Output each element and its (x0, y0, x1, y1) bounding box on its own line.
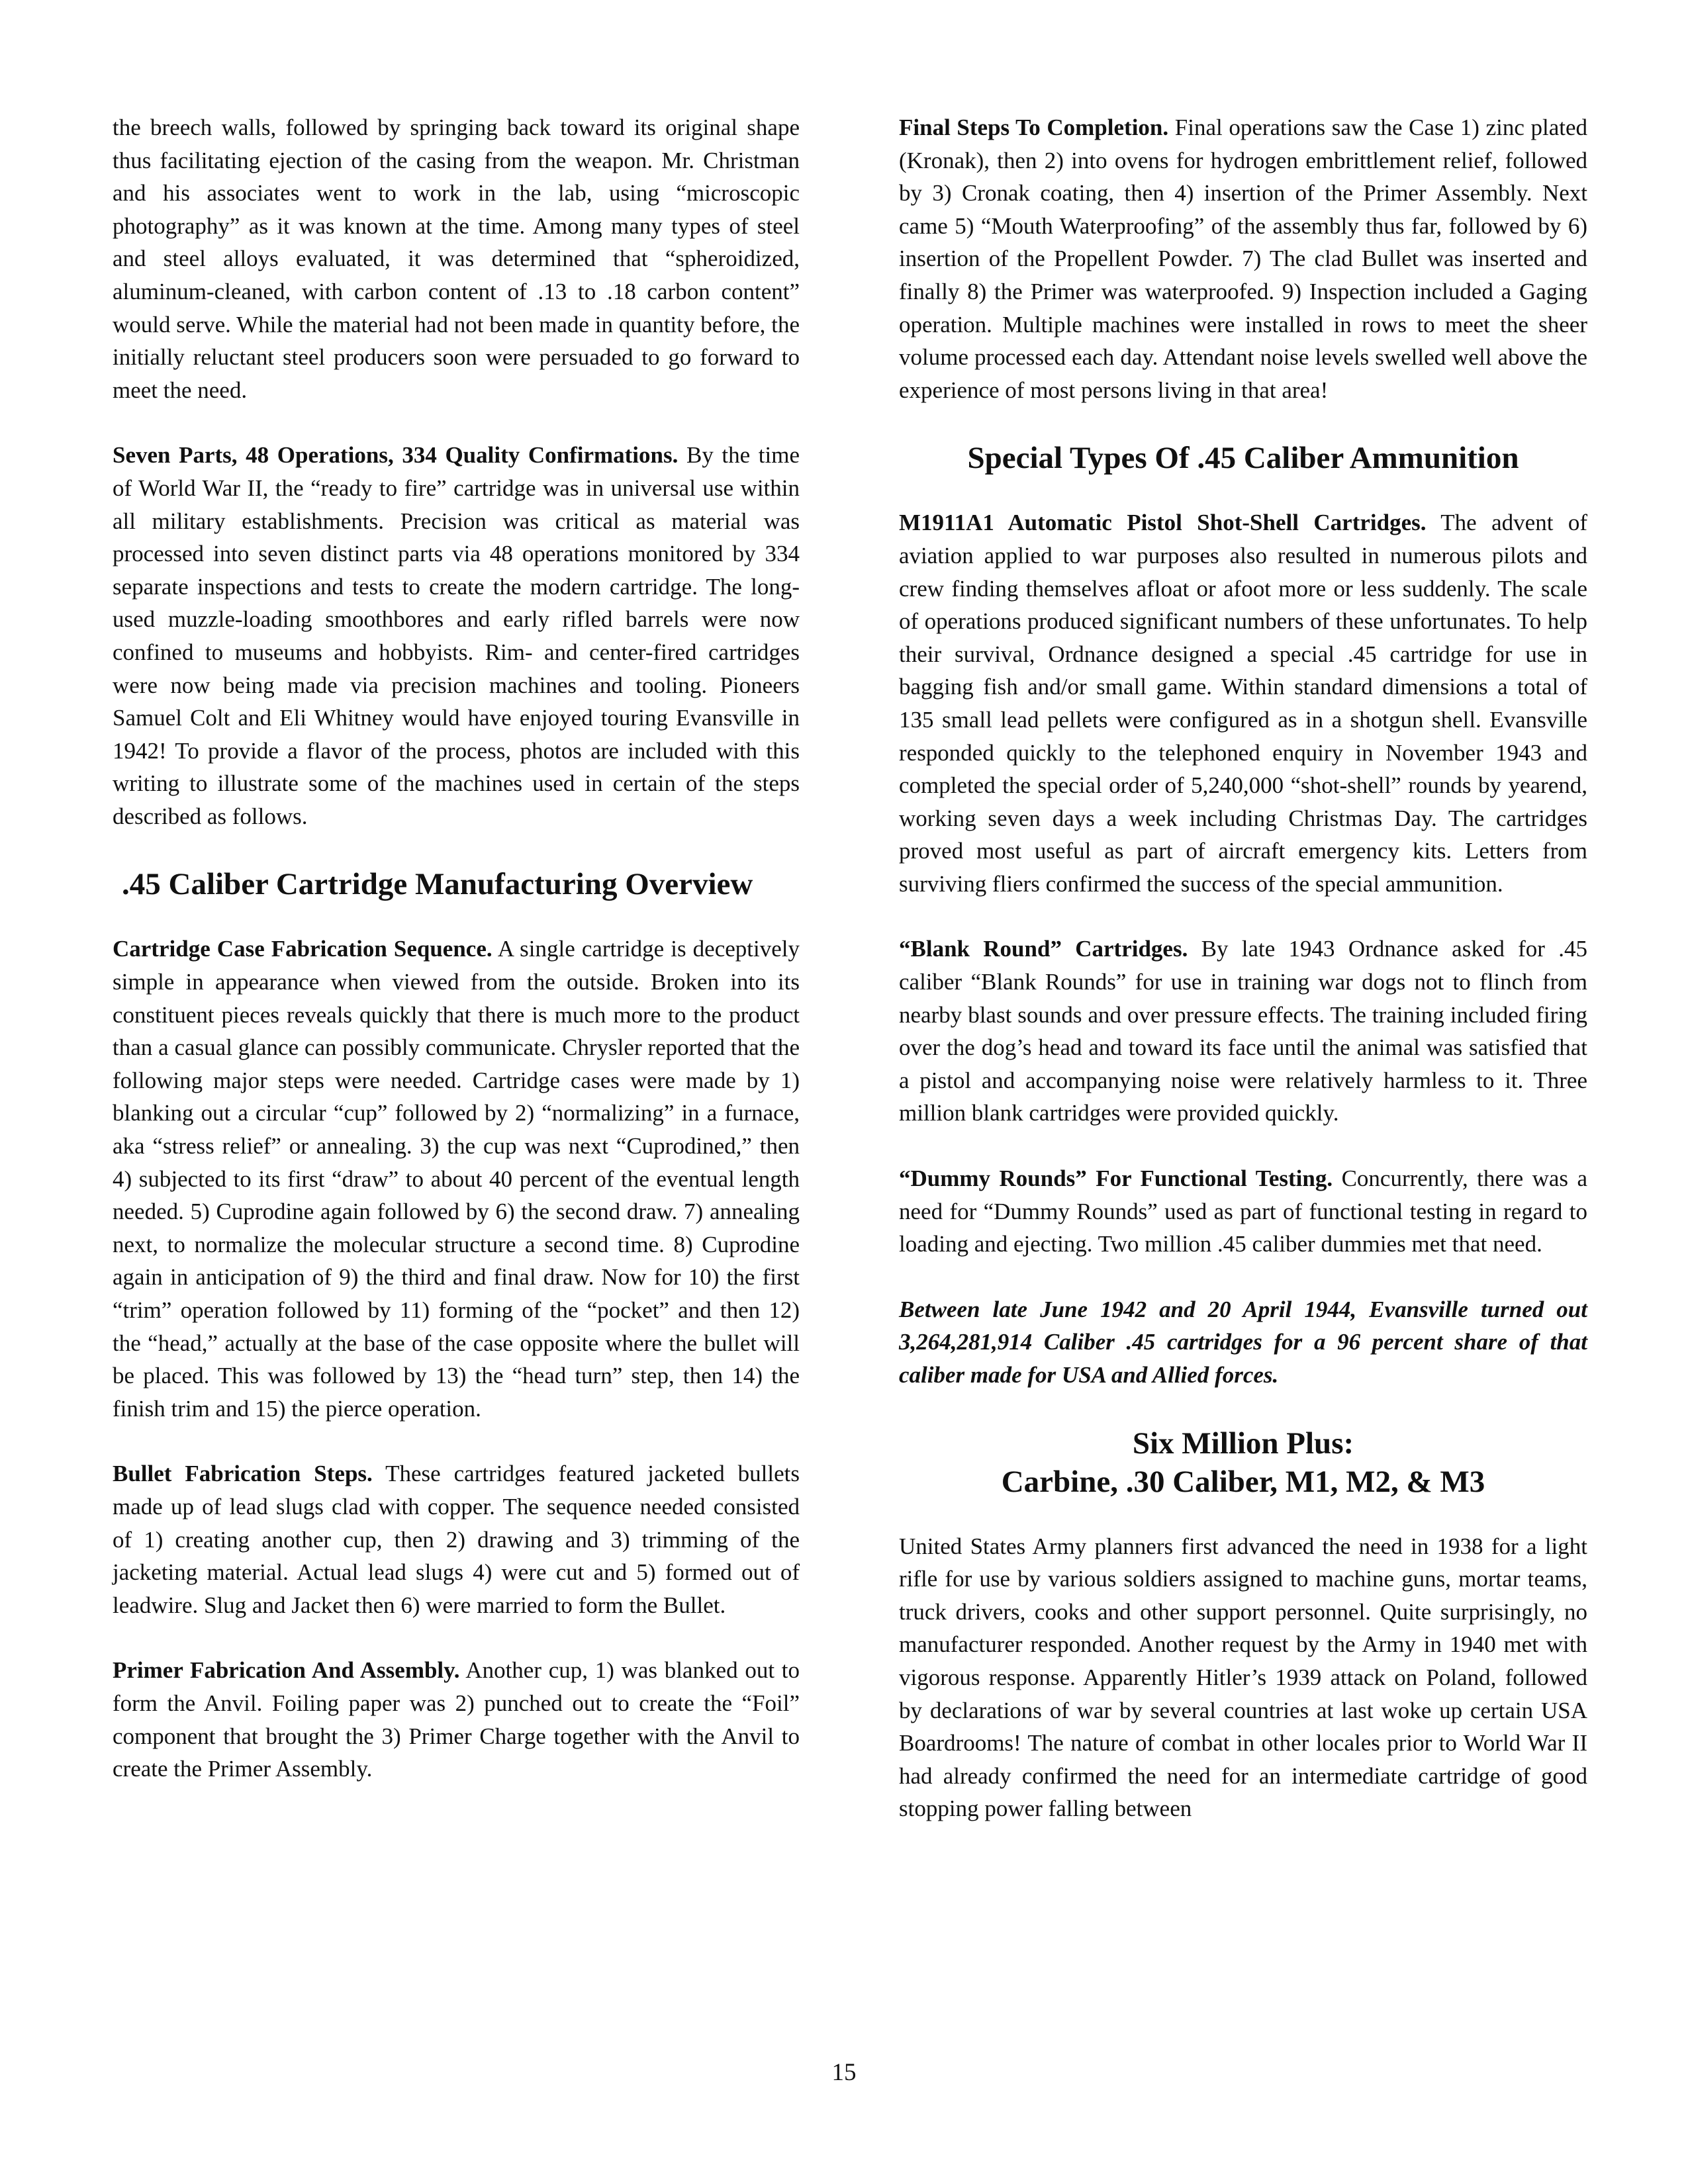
paragraph-shot-shell (899, 506, 1587, 900)
run-in-heading: Seven Parts, 48 Operations, 334 Quality Confirmations. (113, 442, 679, 469)
paragraph-body: By the time of World War II, the “ready to fire” cartridge was in universal use within all military establishments. Precision was critical as material was processed into seven distinct parts via 48 operations monitored by 334 separate inspections and tests to create the modern cartridge. The long-used muzzle-loading smoothbores and early rifled barrels were now confined to museums and hobbyists. Rim- and center-fired cartridges were now being made via precision machines and tooling. Pioneers Samuel Colt and Eli Whitney would have enjoyed touring Evansville in 1942! To provide a flavor of the process, photos are included with this writing to illustrate some of the machines used in certain of the steps described as follows. (113, 442, 800, 829)
run-in-heading: Final Steps To Completion. (899, 114, 1169, 140)
paragraph-breech-walls: the breech walls, followed by springing back toward its original shape thus facilitating ejection of the casing from the weapon. Mr. Christman and his associates went to work in the lab, using “microscopic photography” as it was known at the time. Among many types of steel and steel alloys evaluated, it was determined that “spheroidized, aluminum-cleaned, with carbon content of .13 to .18 carbon content” would serve. While the material had not been made in quantity before, the initially reluctant steel producers soon were persuaded to go forward to meet the need. (113, 114, 800, 403)
page-number: 15 (831, 2059, 857, 2086)
paragraph-body: The advent of aviation applied to war purposes also resulted in numerous pilots and crew finding themselves afloat or afoot more or less suddenly. The scale of operations produced significant numbers of these unfortunates. To help their survival, Ordnance designed a special .45 cartridge for use in bagging fish and/or small game. Within standard dimensions a total of 135 small lead pellets were configured as in a shotgun shell. Evansville responded quickly to the telephoned enquiry in November 1943 and completed the special order of 5,240,000 “shot-shell” rounds by yearend, working seven days a week including Christmas Day. The cartridges proved most useful as part of aircraft emergency kits. Letters from surviving fliers confirmed the success of the special ammunition. (899, 510, 1587, 897)
run-in-heading: M1911A1 Automatic Pistol Shot-Shell Cartridges. (899, 510, 1427, 536)
paragraph-body: Concurrently, there was a need for “Dummy Rounds” used as part of functional testing in regard to loading and ejecting. Two million .45 caliber dummies met that need. (899, 1165, 1587, 1257)
paragraph-body: These cartridges featured jacketed bullets made up of lead slugs clad with copper. The sequence needed consisted of 1) creating another cup, then 2) drawing and 3) trimming of the jacketing material. Actual lead slugs 4) were cut and 5) formed out of leadwire. Slug and Jacket then 6) were married to form the Bullet. (113, 1461, 800, 1618)
run-in-heading: “Dummy Rounds” For Functional Testing. (899, 1165, 1333, 1192)
run-in-heading: Cartridge Case Fabrication Sequence. (113, 936, 492, 962)
paragraph-case-fabrication (113, 933, 800, 1425)
run-in-heading: Primer Fabrication And Assembly. (113, 1657, 460, 1684)
paragraph-body: Another cup, 1) was blanked out to form the Anvil. Foiling paper was 2) punched out to create the “Foil” component that brought the 3) Primer Charge together with the Anvil to create the Primer Assembly. (113, 1657, 800, 1782)
run-in-heading: Bullet Fabrication Steps. (113, 1461, 373, 1487)
paragraph-body: By late 1943 Ordnance asked for .45 caliber “Blank Rounds” for use in training war dogs not to flinch from nearby blast sounds and over pressure effects. The training included firing over the dog’s head and toward its face until the animal was satisfied that a pistol and accompanying noise were relatively harmless to it. Three million blank cartridges were provided quickly. (899, 936, 1587, 1126)
paragraph-seven-parts (113, 439, 800, 833)
left-column (113, 111, 800, 1818)
section-heading-six-million (899, 1424, 1587, 1501)
paragraph-final-steps (899, 111, 1587, 406)
closing-statement: Between late June 1942 and 20 April 1944, Evansville turned out 3,264,281,914 Caliber .45 cartridges for a 96 percent share of that caliber made for USA and Allied forces. (899, 1296, 1587, 1388)
section-heading-special-types: Special Types Of .45 Caliber Ammunition (967, 441, 1519, 476)
run-in-heading: “Blank Round” Cartridges. (899, 936, 1188, 962)
paragraph-blank-round (899, 933, 1587, 1130)
paragraph-body: A single cartridge is deceptively simple in appearance when viewed from the outside. Broken into its constituent pieces reveals quickly that there is much more to the product than a casual glance can possibly communicate. Chrysler reported that the following major steps were needed. Cartridge cases were made by 1) blanking out a circular “cup” followed by 2) “normalizing” in a furnace, aka “stress relief” or annealing. 3) the cup was next “Cuprodined,” then 4) subjected to its first “draw” to about 40 percent of the eventual length needed. 5) Cuprodine again followed by 6) the second draw. 7) annealing next, to normalize the molecular structure a second time. 8) Cuprodine again in anticipation of 9) the third and final draw. Now for 10) the first “trim” operation followed by 11) forming of the “pocket” and then 12) the “head,” actually at the base of the case opposite where the bullet will be placed. This was followed by 13) the “head turn” step, then 14) the finish trim and 15) the pierce operation. (113, 936, 800, 1422)
right-column (899, 111, 1587, 1858)
paragraph-body: Final operations saw the Case 1) zinc plated (Kronak), then 2) into ovens for hydrogen embrittlement relief, followed by 3) Cronak coating, then 4) insertion of the Primer Assembly. Next came 5) “Mouth Waterproofing” of the assembly thus far, followed by 6) insertion of the Propellent Powder. 7) The clad Bullet was inserted and finally 8) the Primer was waterproofed. 9) Inspection included a Gaging operation. Multiple machines were installed in rows to meet the sheer volume processed each day. Attendant noise levels swelled well above the experience of most persons living in that area! (899, 114, 1587, 403)
paragraph-dummy-rounds (899, 1162, 1587, 1261)
paragraph-bullet-fabrication (113, 1457, 800, 1621)
section-heading-manufacturing-overview: .45 Caliber Cartridge Manufacturing Overview (122, 867, 753, 902)
heading-line-1: Six Million Plus: (1132, 1426, 1354, 1461)
paragraph-primer-fabrication (113, 1654, 800, 1785)
heading-line-2: Carbine, .30 Caliber, M1, M2, & M3 (1001, 1464, 1485, 1499)
paragraph-carbine: United States Army planners first advanced the need in 1938 for a light rifle for use by various soldiers assigned to machine guns, mortar teams, truck drivers, cooks and other support personnel. Quite surprisingly, no manufacturer responded. Another request by the Army in 1940 met with vigorous response. Apparently Hitler’s 1939 attack on Poland, followed by declarations of war by several countries at last woke up certain USA Boardrooms! The nature of combat in other locales prior to World War II had already confirmed the need for an intermediate cartridge of good stopping power falling between (899, 1533, 1587, 1822)
